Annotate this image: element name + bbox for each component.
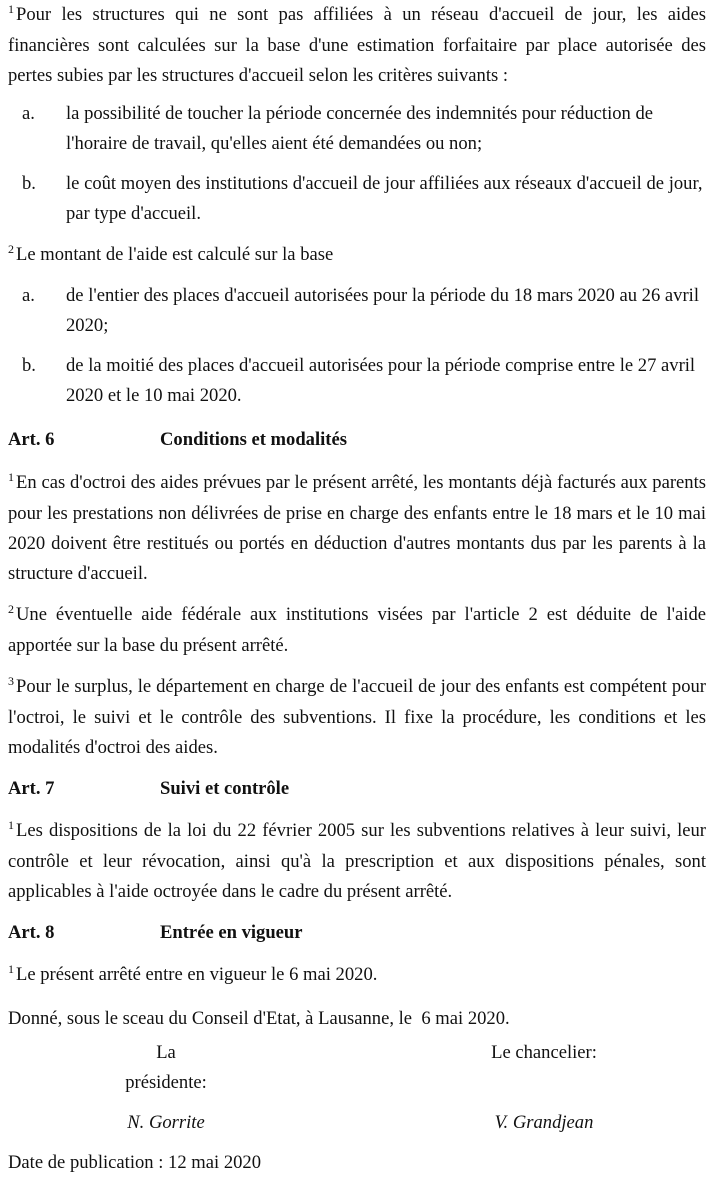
paragraph-number: 1 [8,470,14,484]
paragraph-number: 3 [8,674,14,688]
article-6-paragraph-3: $^3$ Pour le surplus, le département en charge de l'accueil de jour des enfants est compétent pour l'octroi, le suivi et le contrôle des subventions. Il fixe la procédure, les conditions et les modalités d'octroi des aides. [8,674,706,758]
article-7-paragraph-1: $^1$ Les dispositions de la loi du 22 février 2005 sur les subventions relatives à leur suivi, leur contrôle et leur révocation, ainsi qu'à la prescription et aux dispositions pénales, sont applicables à l'aide octroyée dans le cadre du présent arrêté. [8,818,706,902]
article-6-paragraph-2: $^2$ Une éventuelle aide fédérale aux institutions visées par l'article 2 est déduite de l'aide apportée sur la base du présent arrêté. [8,602,706,656]
signature-roles [8,1038,706,1098]
chancellor-name: V. Grandjean [494,1112,594,1133]
list-item: a. de l'entier des places d'accueil autorisées pour la période du 18 mars 2020 au 26 avril 2020; [22,285,699,336]
paragraph-number: 2 [8,242,14,256]
article-8-heading: Art. 8 Entrée en vigueur [8,922,303,943]
paragraph-number: 1 [8,2,14,16]
list-item: b. de la moitié des places d'accueil autorisées pour la période comprise entre le 27 avril 2020 et le 10 mai 2020. [22,355,696,406]
chancellor-role: Le chancelier: [491,1042,597,1063]
article-6-heading: Art. 6 Conditions et modalités [8,429,347,450]
paragraph-number: 2 [8,602,14,616]
closing-statement: Donné, sous le sceau du Conseil d'Etat, à Lausanne, le 6 mai 2020. [8,1008,510,1029]
list-item: a. la possibilité de toucher la période concernée des indemnités pour réduction de l'horaire de travail, qu'elles aient été demandées ou non; [22,103,654,154]
article-7-heading: Art. 7 Suivi et contrôle [8,778,290,799]
document-page [8,0,706,1178]
article-6-paragraph-1: $^1$ En cas d'octroi des aides prévues par le présent arrêté, les montants déjà facturés aux parents pour les prestations non délivrées de prise en charge des enfants entre le 18 mars et le 10 mai 2020 doivent être restitués ou portés en déduction d'autres montants dus par les parents à la structure d'accueil. [8,470,706,584]
paragraph-number: 1 [8,818,14,832]
paragraph-2: $^2$ Le montant de l'aide est calculé sur la base [8,242,334,265]
paragraph-1: $^1$ Pour les structures qui ne sont pas affiliées à un réseau d'accueil de jour, les aides financières sont calculées sur la base d'une estimation forfaitaire par place autorisée des pertes subies par les structures d'accueil selon les critères suivants : [8,2,706,86]
president-role: La présidente: [125,1042,207,1093]
article-8-paragraph-1: $^1$ Le présent arrêté entre en vigueur le 6 mai 2020. [8,962,378,985]
publication-date: Date de publication : 12 mai 2020 [8,1152,262,1173]
president-name: N. Gorrite [127,1112,205,1133]
list-item: b. le coût moyen des institutions d'accueil de jour affiliées aux réseaux d'accueil de jour, par type d'accueil. [22,173,703,224]
paragraph-number: 1 [8,962,14,976]
signature-names [8,1108,706,1138]
